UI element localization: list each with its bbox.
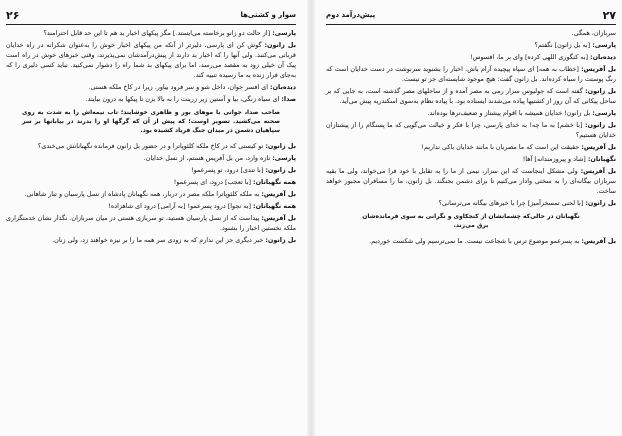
dialogue-text: بل زانون! خدایان همیشه با اقوام پیشتاز و ضعیف‌ترها بوده‌اند.	[427, 109, 591, 117]
dialogue-line	[326, 198, 616, 208]
dialogue-line	[6, 82, 296, 92]
speaker-name: پارسی:	[592, 41, 616, 49]
speaker-name: صدا:	[281, 95, 296, 103]
dialogue-line	[6, 189, 296, 199]
right-page-header	[326, 6, 616, 25]
dialogue-text: [با لحنی تمسخرآمیز] چرا با خبرهای بیگانه می‌ترسانی؟	[438, 199, 584, 207]
dialogue-line	[6, 94, 296, 104]
speaker-name: بل آفریس:	[261, 214, 296, 222]
dialogue-line	[6, 165, 296, 175]
speaker-name: بل آفریس:	[581, 143, 616, 151]
speaker-name: همه نگهبانان:	[253, 178, 296, 186]
dialogue-text: گوش کن ای پارسی، دلیرتر از آنکه من پیکهای اخبار خوش را به‌عنوان شکرانه در راه خدایان قربانی می‌کنند. ولی آنها را که اخبار بد دارند از پیش‌درآمدشان نمی‌پذیرند، وقتی خبرهای خوش در راه است پیک آن خیلی زود به مقصد می‌رسد، اما برای پیکهای بد شما راه را دشوار نمی‌کنید. نباید کسی دلیری را که به‌جای فرار زنده به ما رسیده تنبیه کند.	[6, 41, 296, 79]
dialogue-text: پیداست که از نسل پارسیان هستید، تو سربازی هستی در میان سربازان. نگذار نشان خدمتگزاری ملکه نخستین اخبار را بشنود.	[6, 214, 296, 232]
dialogue-line	[326, 40, 616, 50]
dialogue-line	[6, 40, 296, 80]
speaker-name: بل زانون:	[585, 199, 616, 207]
dialogue-text: [شاد و پیروزمندانه] آها!	[522, 155, 586, 163]
dialogue-line	[326, 64, 616, 84]
speaker-name: بل زانون:	[265, 166, 296, 174]
speaker-name: بل آفریس:	[581, 237, 616, 245]
book-gutter	[307, 0, 315, 436]
speaker-name: دیده‌بان:	[590, 53, 616, 61]
left-page-header	[6, 6, 296, 25]
dialogue-text: به پسرعمو موضوع ترس با شجاعت نیست. ما نمی‌ترسیم ولی شکست خوردیم.	[369, 237, 580, 245]
dialogue-text: تازه وارد، من بل آفریس هستم، از نسل خدایان.	[143, 154, 271, 162]
dialogue-line	[6, 201, 296, 211]
dialogue-line	[326, 108, 616, 118]
right-running-title: پیش‌درآمد دوم	[326, 11, 376, 19]
dialogue-line	[326, 154, 616, 164]
dialogue-line	[6, 177, 296, 187]
dialogue-text: ولی مشکل اینجاست که این سزار، نیمی از ما را به تقابل با خود فرا می‌خواند، ولی ما بقیه سربازان بیگانه‌ای را به سختی وادار می‌کنیم تا برای دشمن بجنگند. بل زانون، ما را مسافران مجبور خواهد ساخت.	[326, 167, 616, 195]
dialogue-text: حقیقت این است که ما مصریان با مانند خدایان باکی نداریم!	[421, 143, 580, 151]
dialogue-line	[326, 86, 616, 106]
dialogue-line	[6, 213, 296, 233]
dialogue-line	[326, 166, 616, 196]
stage-direction-block: صاحب صدا، جوانی با موهای بور و ظاهری خوشایند؛ تاب نیمه‌اش را به شدت به روی صحنه می‌کشید. تصویر اوست؛ که پیش از آن که گرگها او را بدرند در بیابانها بر سر سپاهیان دشمن در میدان جنگ فریاد کشیده بود.	[22, 109, 280, 134]
left-page	[0, 0, 302, 436]
dialogue-line	[6, 28, 296, 38]
dialogue-text: [با خشم] به ما چه! به خدای پارسی، چرا با فکر و خیالت می‌گویی که ما پسنگام را از پیشتازان خدایان هستیم؟	[326, 121, 616, 139]
dialogue-text: [با تندی] درود، تو پسرعمو!	[191, 166, 264, 174]
speaker-name: پارسی:	[272, 154, 296, 162]
left-page-body	[6, 28, 296, 436]
speaker-name: بل زانون:	[265, 236, 296, 244]
dialogue-text: خبر دیگری جز این ندارم که به زودی سر همه ما را بر نیزه خواهند زد، ولی زنان.	[52, 236, 264, 244]
dialogue-text: [به کنگوری اللهی کرده] وای بر ما، افسوس!	[470, 53, 588, 61]
dialogue-line	[326, 236, 616, 246]
speaker-name: بل زانون:	[264, 41, 296, 49]
speaker-name: بل زانون:	[585, 87, 616, 95]
speaker-name: نگهبانان:	[587, 155, 616, 163]
dialogue-text: [به نجوا] درود پسرعمو! [به آرامی] درود ای شاهزاده!	[108, 202, 251, 210]
speaker-name: بل آفریس:	[581, 65, 616, 73]
speaker-name: پارسی:	[592, 109, 616, 117]
dialogue-text: تو کیستی که در کاخ ملکه کلئوپاترا و در حضور بل زانون فرمانده نگهبانانش می‌خندی؟	[37, 142, 264, 150]
dialogue-text: [با تعجب] درود، ای پسرعمو!	[173, 178, 251, 186]
right-page	[320, 0, 622, 436]
speaker-name: بل زانون:	[265, 142, 296, 150]
dialogue-line	[326, 28, 616, 38]
dialogue-line	[6, 235, 296, 245]
speaker-name: بل آفریس:	[580, 167, 616, 175]
dialogue-text: سربازان، همگی.	[571, 29, 616, 37]
stage-direction-note: نگهبانان در حالی‌که چشمانشان از کنجکاوی و نگرانی به سوی فرمانده‌شان برق می‌زند.	[362, 213, 580, 229]
dialogue-text: [از حالت دو زانو برخاسته می‌ایستد.] مگر پیکهای اخبار بد هم تا این حد قابل احترامند؟	[43, 29, 271, 37]
dialogue-text: گفته است که جولیوس سزار رمی به مصر آمده و از ساحلهای مصر گذشته است، به جایی که بر ساحل پیکانی که آن روز از کشتیها پیاده می‌شدند ایستاده بود. با پیاده نظام به‌سوی اسکندریه پیش می‌آید.	[326, 87, 616, 105]
dialogue-line	[326, 120, 616, 140]
speaker-name: همه نگهبانان:	[253, 202, 296, 210]
speaker-name: دیده‌بان:	[270, 83, 296, 91]
dialogue-text: ای افسر جوان، داخل شو و سر فرود بیاور. زیرا در کاخ ملکه هستی.	[88, 83, 268, 91]
left-running-title: سوار و کشتی‌ها	[240, 11, 296, 19]
dialogue-text: [به بل زانون] نگفتم؟	[534, 41, 591, 49]
right-page-body	[326, 28, 616, 436]
left-page-number: ۲۶	[6, 8, 20, 22]
dialogue-line	[326, 142, 616, 152]
speaker-name: پارسی:	[272, 29, 296, 37]
dialogue-line	[326, 52, 616, 62]
right-page-number: ۲۷	[602, 8, 616, 22]
speaker-name: بل زانون:	[584, 121, 616, 129]
dialogue-line	[6, 153, 296, 163]
speaker-name: بل آفریس:	[261, 190, 296, 198]
dialogue-text: [خطاب به همه] ای سپاه پیچیده آرام باش. اخبار را بشنوید سرنوشت در دست خدایان است که رنگ پوستت را سیاه کرده‌اند. بل زانون گفت: هیچ موجود شایسته‌ای جز تو نیست.	[326, 65, 616, 83]
dialogue-line	[6, 141, 296, 151]
dialogue-text: به ملکه کلئوپاترا ملکه مصر در دربار، همه نگهبانان پادشاه از نسل پارسیان و تبار شاهانی.	[24, 190, 260, 198]
dialogue-text: ای سیاه زنگی، بیا و آستین زیر زرینت را به بالا بزن تا پیکها به درون بیایند.	[85, 95, 280, 103]
